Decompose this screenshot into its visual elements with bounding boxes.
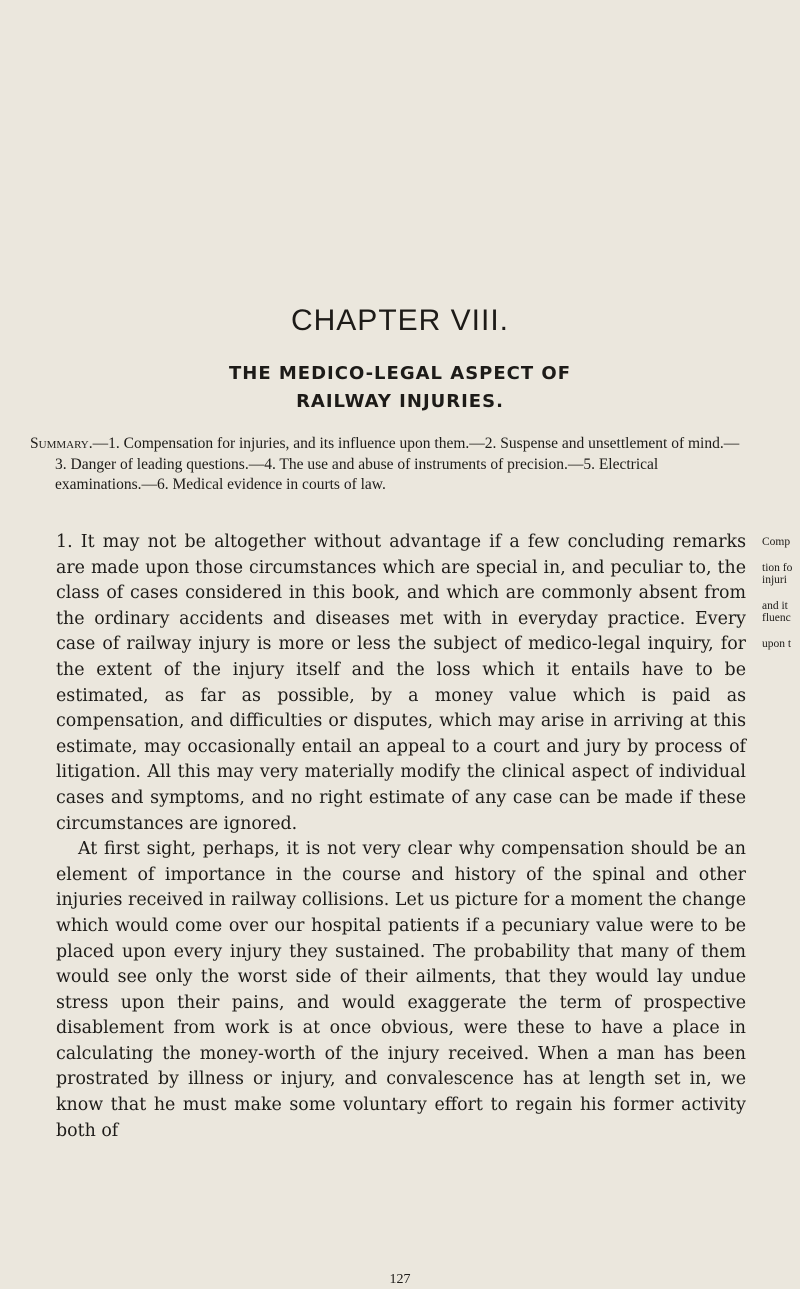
margin-note-line: upon t: [762, 638, 792, 650]
chapter-title: THE MEDICO-LEGAL ASPECT OF RAILWAY INJURIES.: [228, 363, 571, 412]
page-number: 127: [389, 1272, 411, 1287]
margin-note-line: fluenc: [762, 612, 791, 624]
margin-note-line: and it: [762, 600, 788, 612]
chapter-summary: [30, 434, 741, 496]
chapter-heading: CHAPTER VIII.: [290, 304, 510, 337]
margin-note-line: Comp: [762, 536, 791, 548]
paragraph-2: At first sight, perhaps, it is not very clear why compensation should be an element of importance in the course and history of the spinal and other injuries received in railway collisions. Let us picture for a moment the change which would come over our hospital patients if a pecuniary value were to be placed upon every injury they sustained. The probability that many of them would see only the worst side of their ailments, that they would lay undue stress upon their pains, and would exaggerate the term of prospective disablement from work is at once obvious, were these to have a place in calculating the money-worth of the injury received. When a man has been prostrated by illness or injury, and convalescence has at length set in, we know that he must make some voluntary effort to regain his former activity both of: [56, 839, 746, 1141]
margin-note-line: injuri: [762, 574, 787, 586]
margin-note: [762, 536, 800, 650]
summary-text: —1. Compensation for injuries, and its influence upon them.—2. Suspense and unsettlement of mind.—3. Danger of leading questions.—4. The use and abuse of instruments of precision.—5. Electrical examinations.—6. Medical evidence in courts of law.: [55, 435, 740, 493]
margin-note-line: tion fo: [762, 562, 793, 574]
paragraph-1: 1. It may not be altogether without advantage if a few concluding remarks are made upon those circumstances which are special in, and peculiar to, the class of cases considered in this book, and which are commonly absent from the ordinary accidents and diseases met with in everyday practice. Every case of railway injury is more or less the subject of medico-legal inquiry, for the extent of the injury itself and the loss which it entails have to be estimated, as far as possible, by a money value which is paid as compensation, and difficulties or disputes, which may arise in arriving at this estimate, may occasionally entail an appeal to a court and jury by process of litigation. All this may very materially modify the clinical aspect of individual cases and symptoms, and no right estimate of any case can be made if these circumstances are ignored.: [56, 532, 746, 834]
body-text: [56, 530, 746, 1144]
summary-label: Summary.: [30, 435, 93, 452]
